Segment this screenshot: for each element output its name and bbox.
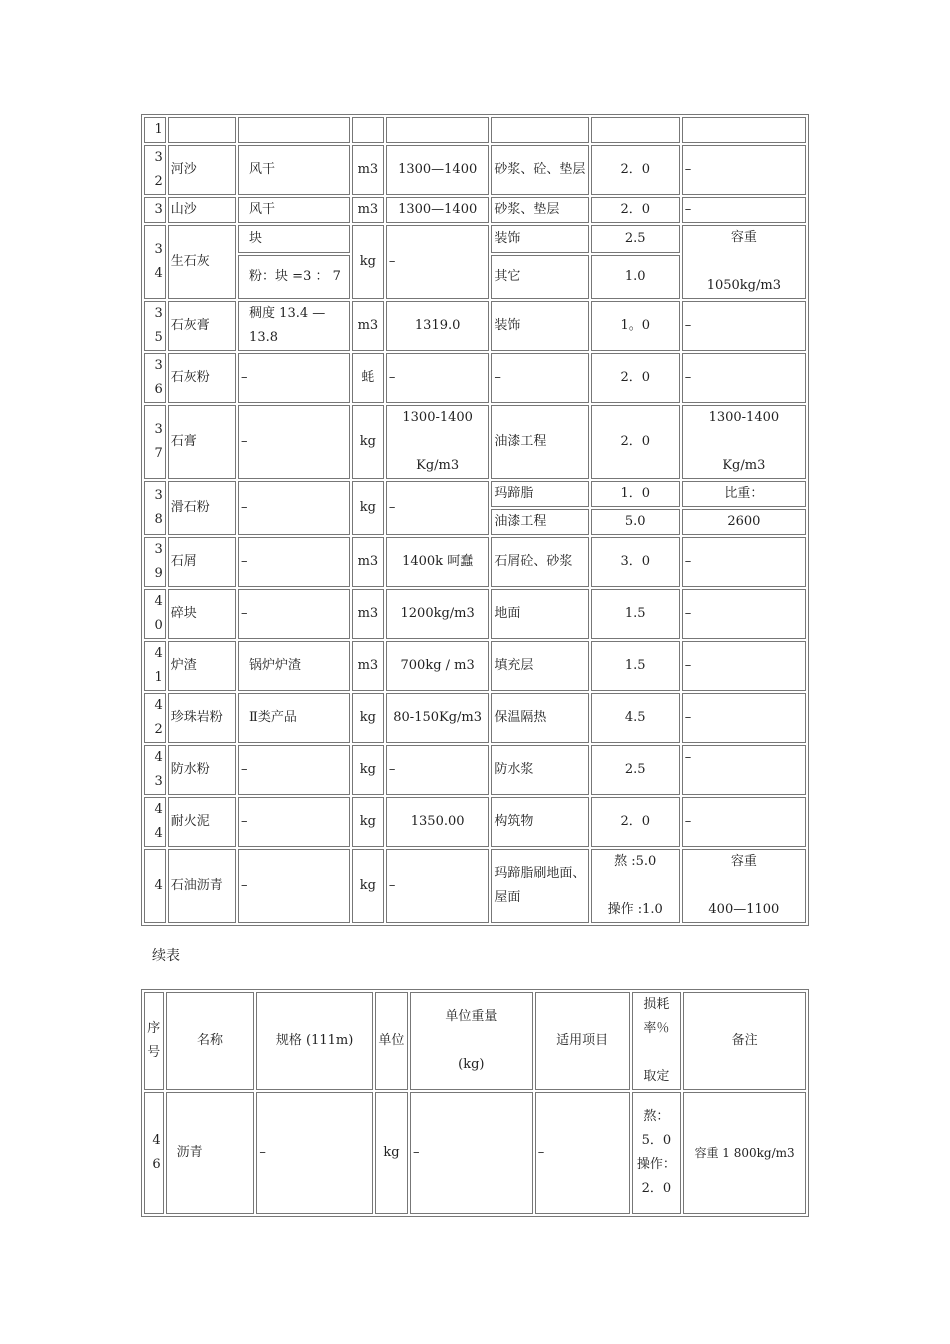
loss-rate	[632, 1092, 682, 1214]
loss-rate: 4.5	[591, 693, 680, 743]
unit: 蚝	[352, 353, 384, 403]
remark: 容重 1 800kg/m3	[683, 1092, 806, 1214]
header-line: 取定	[643, 1069, 670, 1084]
unit: m3	[352, 537, 384, 587]
loss-line: 5．0	[641, 1133, 672, 1148]
unit: kg	[352, 745, 384, 795]
material-name: 石灰粉	[168, 353, 236, 403]
spec: 块	[238, 225, 350, 253]
table-row	[144, 117, 806, 143]
remark: –	[682, 145, 806, 195]
table-row	[144, 481, 806, 507]
material-name: 生石灰	[168, 225, 236, 299]
row-index: 3 5	[144, 301, 166, 351]
spec: 粉：块 =3 ： 7	[238, 255, 350, 299]
unit-weight: –	[386, 225, 490, 299]
spec: –	[238, 745, 350, 795]
header-remark: 备注	[683, 992, 806, 1090]
applicable-item: –	[535, 1092, 630, 1214]
header-line: 损耗	[643, 997, 670, 1012]
header-line: 率％	[643, 1021, 670, 1036]
loss-rate: 2．0	[591, 197, 680, 223]
unit: kg	[352, 693, 384, 743]
loss-rate: 2．0	[591, 353, 680, 403]
row-index: 4 0	[144, 589, 166, 639]
spec: 稠度 13.4 —13.8	[238, 301, 350, 351]
material-name: 碎块	[168, 589, 236, 639]
table-row	[144, 405, 806, 479]
material-name: 珍珠岩粉	[168, 693, 236, 743]
unit-weight: 1200kg/m3	[386, 589, 490, 639]
continued-label: 续表	[152, 948, 180, 964]
spec: –	[238, 589, 350, 639]
unit	[352, 117, 384, 143]
row-index: 3 4	[144, 225, 166, 299]
loss-rate: 1。0	[591, 301, 680, 351]
material-name	[168, 117, 236, 143]
loss-rate: 2．0	[591, 405, 680, 479]
material-name: 滑石粉	[168, 481, 236, 535]
unit-weight: 1319.0	[386, 301, 490, 351]
remark: 比重：	[682, 481, 806, 507]
remark: –	[682, 301, 806, 351]
applicable-item: 油漆工程	[491, 509, 588, 535]
applicable-item: 玛蹄脂刷地面、屋面	[491, 849, 588, 923]
loss-line: 操作：	[636, 1157, 676, 1172]
row-index: 1	[144, 117, 166, 143]
remark-line: 1050kg/m3	[706, 278, 781, 293]
spec: –	[238, 849, 350, 923]
applicable-item: 玛蹄脂	[491, 481, 588, 507]
weight-line: Kg/m3	[416, 458, 460, 473]
loss-rate: 2．0	[591, 797, 680, 847]
material-name: 山沙	[168, 197, 236, 223]
header-line: (kg)	[458, 1057, 485, 1072]
table-row	[144, 225, 806, 253]
applicable-item: 填充层	[491, 641, 588, 691]
row-index: 3 6	[144, 353, 166, 403]
header-unit-weight	[410, 992, 533, 1090]
unit-weight: –	[386, 353, 490, 403]
applicable-item	[491, 117, 588, 143]
applicable-item: 装饰	[491, 301, 588, 351]
row-index: 3 2	[144, 145, 166, 195]
spec: –	[238, 405, 350, 479]
remark-line: 容重	[730, 230, 757, 245]
table-row	[144, 693, 806, 743]
unit: kg	[352, 225, 384, 299]
unit: m3	[352, 145, 384, 195]
spec: 风干	[238, 197, 350, 223]
table-row	[144, 589, 806, 639]
header-name: 名称	[166, 992, 255, 1090]
applicable-item: 装饰	[491, 225, 588, 253]
applicable-item: 保温隔热	[491, 693, 588, 743]
applicable-item: 砂浆、垫层	[491, 197, 588, 223]
remark: –	[682, 797, 806, 847]
loss-rate	[591, 849, 680, 923]
unit: m3	[352, 589, 384, 639]
table-row	[144, 301, 806, 351]
applicable-item: 其它	[491, 255, 588, 299]
remark: –	[682, 197, 806, 223]
header-applicable-item: 适用项目	[535, 992, 630, 1090]
remark: 2600	[682, 509, 806, 535]
remark-line: 1300-1400	[708, 410, 780, 425]
material-name: 石膏	[168, 405, 236, 479]
header-spec: 规格 (111m)	[256, 992, 373, 1090]
spec: –	[238, 353, 350, 403]
loss-rate: 1.5	[591, 641, 680, 691]
unit: m3	[352, 301, 384, 351]
applicable-item: 地面	[491, 589, 588, 639]
remark	[682, 117, 806, 143]
loss-rate	[591, 117, 680, 143]
row-index: 4 4	[144, 797, 166, 847]
spec: –	[238, 481, 350, 535]
unit-weight: 1400k 呵蠢	[386, 537, 490, 587]
unit-weight	[386, 405, 490, 479]
loss-line: 操作 :1.0	[607, 902, 663, 917]
loss-rate: 1.0	[591, 255, 680, 299]
header-line: 单位重量	[445, 1009, 498, 1024]
table-row	[144, 145, 806, 195]
material-name: 石屑	[168, 537, 236, 587]
table-row	[144, 745, 806, 795]
unit: m3	[352, 197, 384, 223]
row-index: 3	[144, 197, 166, 223]
spec: 风干	[238, 145, 350, 195]
spec: Ⅱ类产品	[238, 693, 350, 743]
table-row	[144, 537, 806, 587]
applicable-item: 石屑砼、砂浆	[491, 537, 588, 587]
remark-line: 容重	[730, 854, 757, 869]
remark: –	[682, 353, 806, 403]
applicable-item: –	[491, 353, 588, 403]
material-name: 沥青	[166, 1092, 255, 1214]
unit: kg	[352, 797, 384, 847]
loss-rate: 3．0	[591, 537, 680, 587]
unit-weight: 80-150Kg/m3	[386, 693, 490, 743]
spec	[238, 117, 350, 143]
table-row	[144, 849, 806, 923]
spec: –	[256, 1092, 373, 1214]
unit-weight: 1350.00	[386, 797, 490, 847]
remark: –	[682, 537, 806, 587]
header-index: 序号	[144, 992, 164, 1090]
remark	[682, 225, 806, 299]
table-row	[144, 641, 806, 691]
unit-weight: –	[386, 849, 490, 923]
remark	[682, 405, 806, 479]
header-loss-rate	[632, 992, 682, 1090]
row-index: 4 6	[144, 1092, 164, 1214]
remark: –	[682, 589, 806, 639]
table-header-row	[144, 992, 806, 1090]
unit: m3	[352, 641, 384, 691]
unit: kg	[352, 481, 384, 535]
loss-rate: 2.5	[591, 745, 680, 795]
loss-rate: 1．0	[591, 481, 680, 507]
spec: 锅炉炉渣	[238, 641, 350, 691]
row-index: 4	[144, 849, 166, 923]
loss-rate: 2.5	[591, 225, 680, 253]
material-name: 石灰膏	[168, 301, 236, 351]
loss-line: 2．0	[641, 1181, 672, 1196]
loss-rate: 1.5	[591, 589, 680, 639]
row-index: 4 2	[144, 693, 166, 743]
continued-table	[141, 989, 809, 1217]
table-row	[144, 797, 806, 847]
remark-line: Kg/m3	[722, 458, 766, 473]
material-name: 石油沥青	[168, 849, 236, 923]
materials-table	[141, 114, 809, 926]
applicable-item: 砂浆、砼、垫层	[491, 145, 588, 195]
unit-weight	[386, 117, 490, 143]
table-row	[144, 197, 806, 223]
unit: kg	[352, 405, 384, 479]
loss-rate: 5.0	[591, 509, 680, 535]
unit-weight: 1300—1400	[386, 145, 490, 195]
weight-line: 1300-1400	[402, 410, 473, 425]
row-index: 3 9	[144, 537, 166, 587]
remark: –	[682, 745, 806, 795]
loss-line: 熬：	[643, 1109, 670, 1124]
table-row	[144, 353, 806, 403]
row-index: 3 8	[144, 481, 166, 535]
applicable-item: 油漆工程	[491, 405, 588, 479]
unit-weight: –	[410, 1092, 533, 1214]
loss-rate: 2．0	[591, 145, 680, 195]
unit-weight: –	[386, 481, 490, 535]
material-name: 防水粉	[168, 745, 236, 795]
material-name: 河沙	[168, 145, 236, 195]
unit-weight: –	[386, 745, 490, 795]
remark-line: 400—1100	[708, 902, 780, 917]
loss-line: 熬 :5.0	[614, 854, 657, 869]
unit: kg	[352, 849, 384, 923]
applicable-item: 构筑物	[491, 797, 588, 847]
remark: –	[682, 693, 806, 743]
table-row	[144, 1092, 806, 1214]
row-index: 3 7	[144, 405, 166, 479]
remark: –	[682, 641, 806, 691]
unit: kg	[375, 1092, 408, 1214]
remark	[682, 849, 806, 923]
spec: –	[238, 797, 350, 847]
header-unit: 单位	[375, 992, 408, 1090]
row-index: 4 1	[144, 641, 166, 691]
row-index: 4 3	[144, 745, 166, 795]
unit-weight: 700kg / m3	[386, 641, 490, 691]
material-name: 耐火泥	[168, 797, 236, 847]
spec: –	[238, 537, 350, 587]
material-name: 炉渣	[168, 641, 236, 691]
unit-weight: 1300—1400	[386, 197, 490, 223]
applicable-item: 防水浆	[491, 745, 588, 795]
